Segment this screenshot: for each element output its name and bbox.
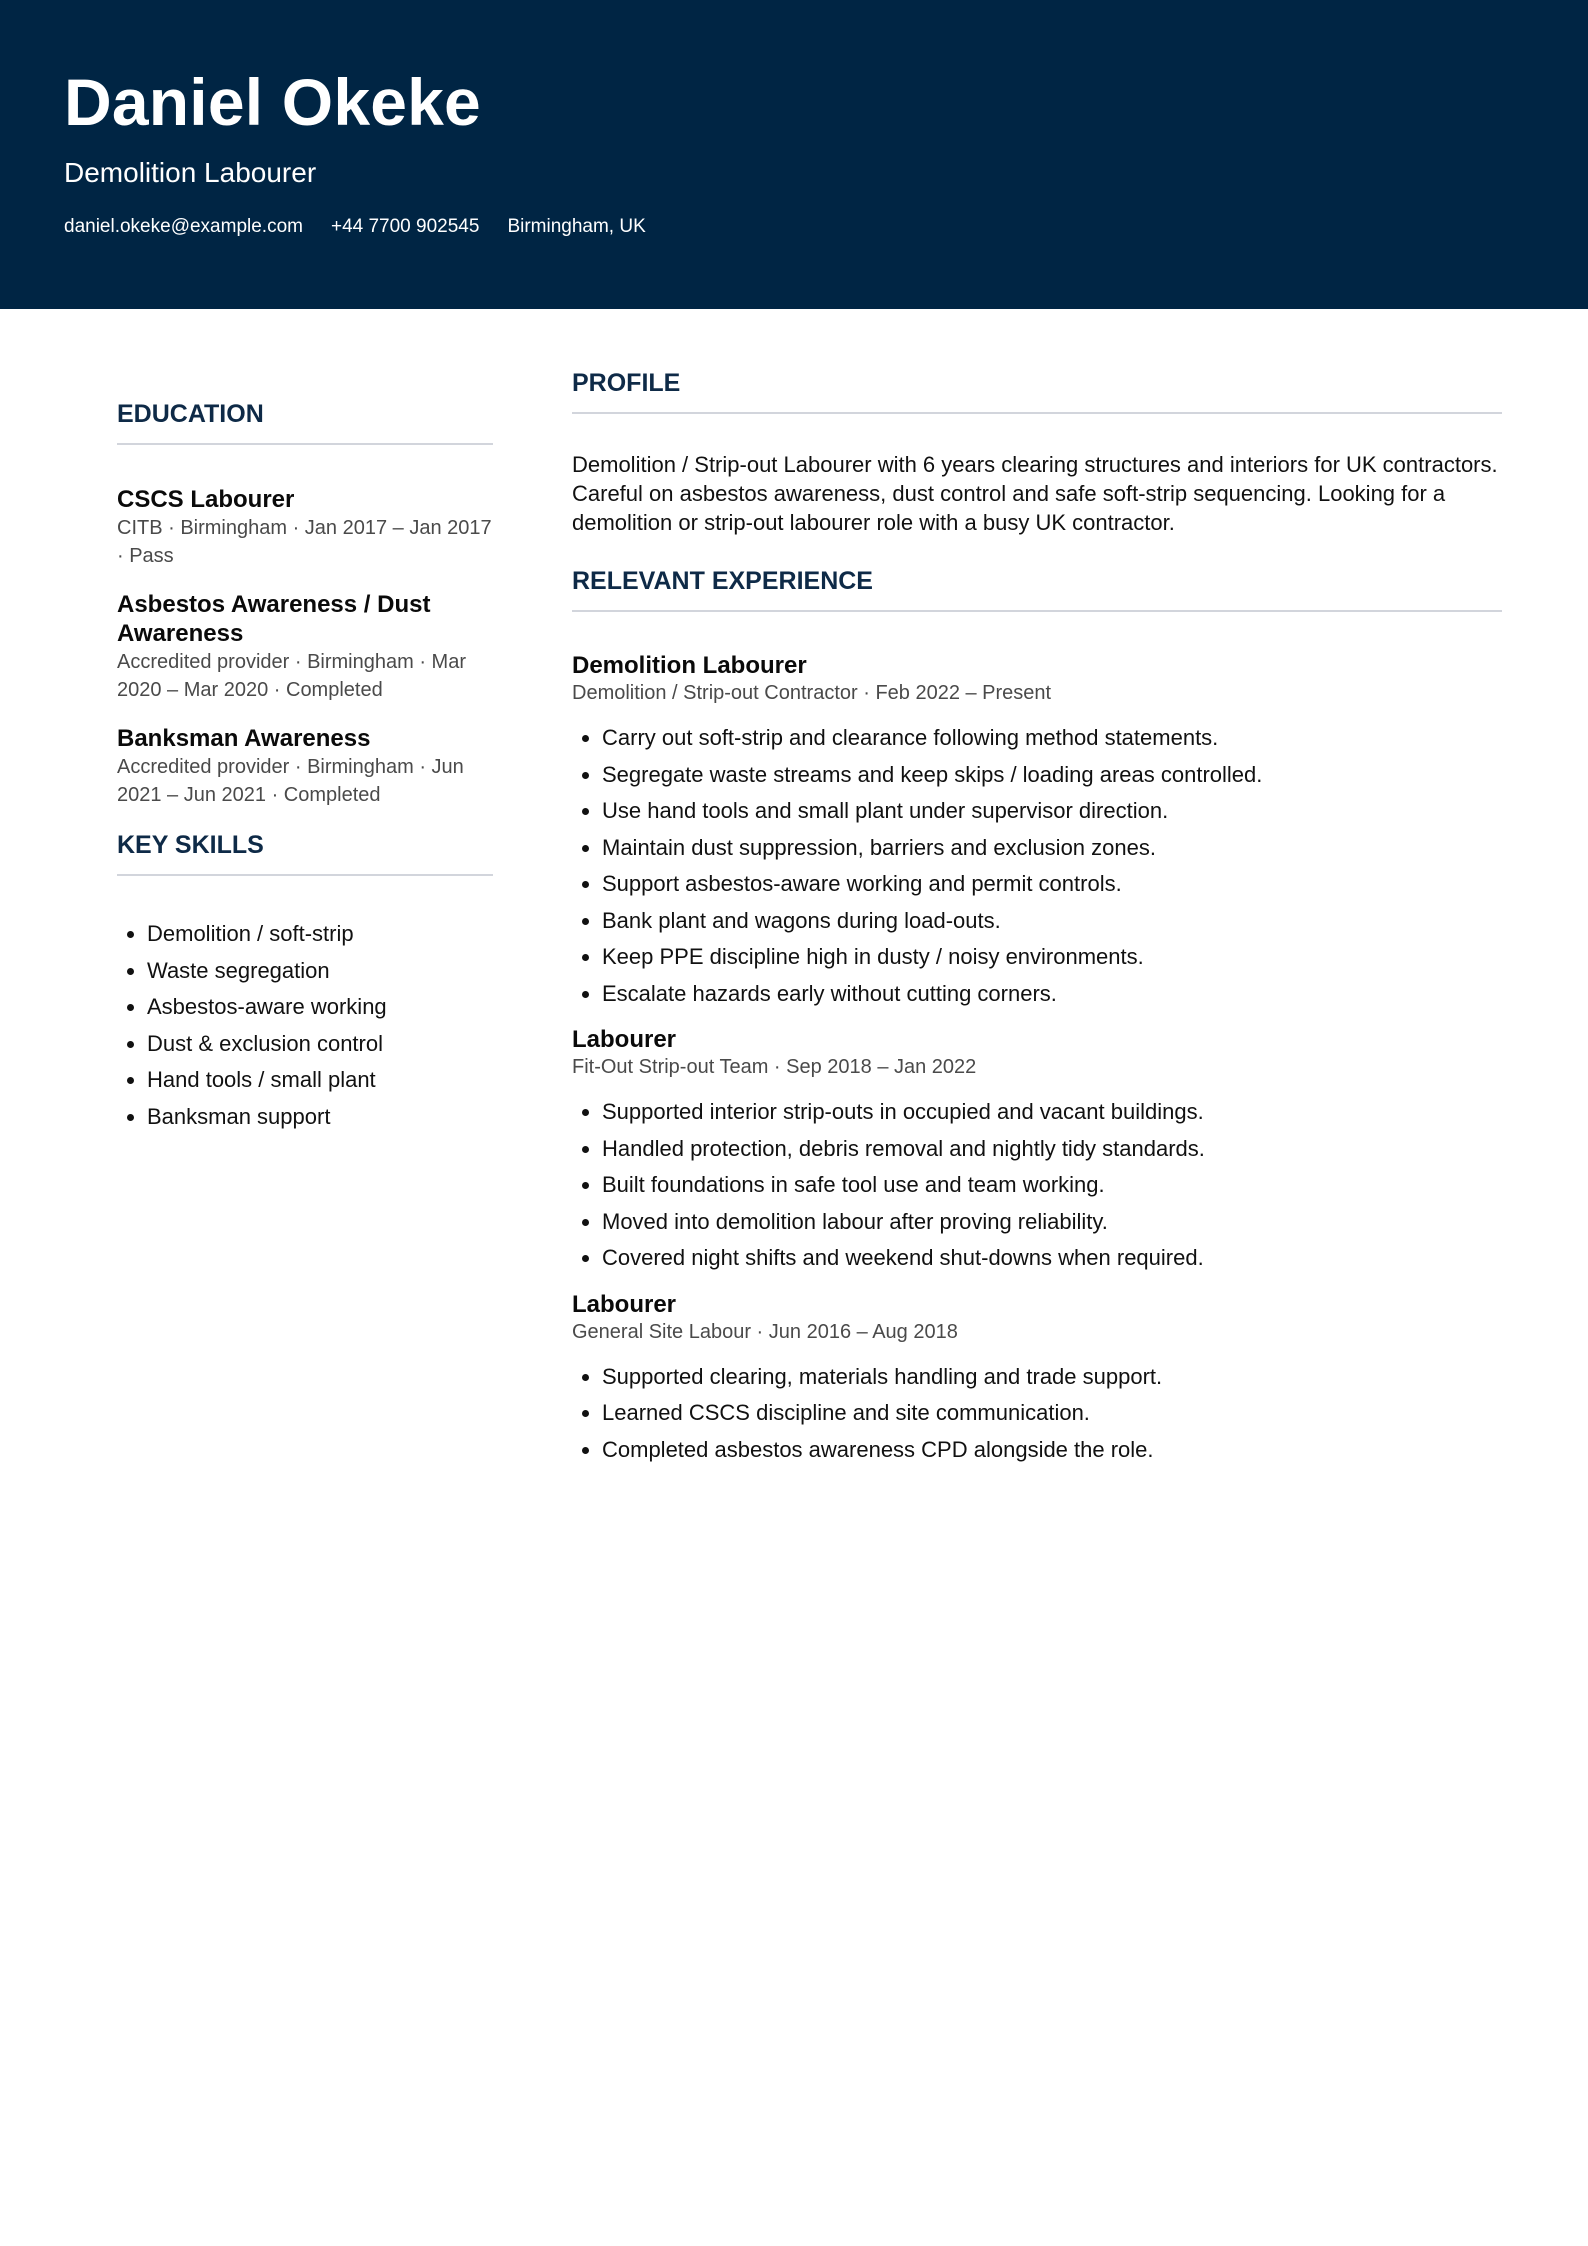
candidate-name: Daniel Okeke	[64, 65, 481, 139]
education-item-meta: Accredited provider · Birmingham · Jun 2021 – Jun 2021 · Completed	[117, 756, 464, 806]
contact-info	[64, 215, 646, 239]
job-bullet: • Bank plant and wagons during load-outs.	[602, 903, 1502, 940]
job-bullet: • Learned CSCS discipline and site communication.	[602, 1395, 1502, 1432]
education-item-title: Banksman Awareness	[117, 725, 371, 752]
skill-item: • Demolition / soft-strip	[147, 916, 493, 953]
job-title: Demolition Labourer	[572, 652, 807, 679]
experience-heading: RELEVANT EXPERIENCE	[572, 565, 1502, 612]
contact-phone[interactable]: +44 7700 902545	[330, 216, 480, 237]
skills-list	[117, 916, 493, 1135]
job-bullet: • Supported interior strip-outs in occupied and vacant buildings.	[602, 1094, 1502, 1131]
job-bullet: • Supported clearing, materials handling and trade support.	[602, 1359, 1502, 1396]
skill-item: • Asbestos-aware working	[147, 989, 493, 1026]
job-bullet: • Carry out soft-strip and clearance following method statements.	[602, 720, 1502, 757]
education-item	[117, 724, 493, 809]
job-bullet: • Keep PPE discipline high in dusty / noisy environments.	[602, 939, 1502, 976]
contact-location: Birmingham, UK	[507, 216, 646, 237]
contact-email[interactable]: daniel.okeke@example.com	[64, 216, 303, 237]
job-bullet: • Support asbestos-aware working and permit controls.	[602, 866, 1502, 903]
header-banner	[0, 0, 1588, 309]
education-item-meta: Accredited provider · Birmingham · Mar 2020 – Mar 2020 · Completed	[117, 651, 466, 701]
skill-item: • Banksman support	[147, 1099, 493, 1136]
job-meta: General Site Labour · Jun 2016 – Aug 2018	[572, 1320, 958, 1343]
education-item	[117, 485, 493, 570]
job-bullet: • Moved into demolition labour after proving reliability.	[602, 1204, 1502, 1241]
left-column	[117, 398, 493, 1135]
job-title: Labourer	[572, 1290, 677, 1318]
skill-item: • Dust & exclusion control	[147, 1026, 493, 1063]
job-bullet: • Covered night shifts and weekend shut-downs when required.	[602, 1240, 1502, 1277]
right-column	[572, 367, 1502, 1482]
job-bullets	[572, 1094, 1502, 1277]
job-bullet: • Segregate waste streams and keep skips / loading areas controlled.	[602, 757, 1502, 794]
job-entry	[572, 1291, 1502, 1469]
skills-heading: KEY SKILLS	[117, 829, 493, 876]
job-meta: Fit-Out Strip-out Team · Sep 2018 – Jan 2022	[572, 1056, 977, 1078]
job-entry	[572, 652, 1502, 1012]
education-item-meta: CITB · Birmingham · Jan 2017 – Jan 2017 · Pass	[117, 517, 492, 567]
education-item-title: Asbestos Awareness / Dust Awareness	[117, 591, 431, 647]
job-title: Labourer	[572, 1026, 677, 1053]
education-item-title: CSCS Labourer	[117, 486, 295, 513]
job-bullet: • Completed asbestos awareness CPD alongside the role.	[602, 1432, 1502, 1469]
job-bullet: • Maintain dust suppression, barriers and exclusion zones.	[602, 830, 1502, 867]
education-item	[117, 590, 493, 704]
candidate-role: Demolition Labourer	[64, 157, 317, 188]
job-bullet: • Use hand tools and small plant under supervisor direction.	[602, 793, 1502, 830]
job-meta: Demolition / Strip-out Contractor · Feb 2022 – Present	[572, 682, 1052, 704]
education-heading: EDUCATION	[117, 398, 493, 445]
job-bullets	[572, 1359, 1502, 1469]
job-bullet: • Built foundations in safe tool use and team working.	[602, 1167, 1502, 1204]
skill-item: • Waste segregation	[147, 953, 493, 990]
profile-summary: Demolition / Strip-out Labourer with 6 years clearing structures and interiors for UK contractors. Careful on asbestos awareness, dust control and safe soft-strip sequencing. Looking for a demolition or strip-out labourer role with a busy UK contractor.	[572, 452, 1498, 535]
job-bullets	[572, 720, 1502, 1012]
education-list	[117, 485, 493, 809]
profile-heading: PROFILE	[572, 367, 1502, 414]
skill-item: • Hand tools / small plant	[147, 1062, 493, 1099]
job-bullet: • Escalate hazards early without cutting corners.	[602, 976, 1502, 1013]
job-entry	[572, 1026, 1502, 1277]
job-bullet: • Handled protection, debris removal and nightly tidy standards.	[602, 1131, 1502, 1168]
